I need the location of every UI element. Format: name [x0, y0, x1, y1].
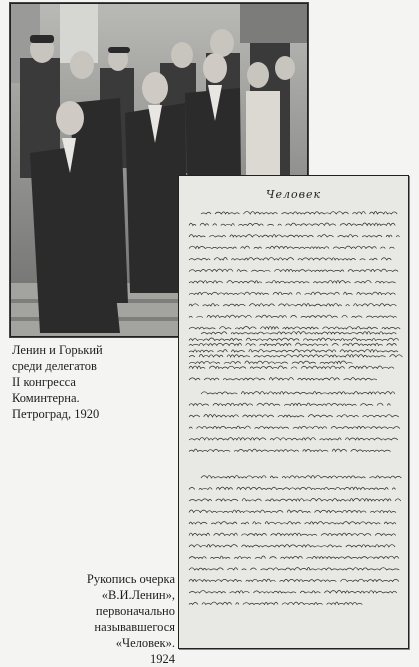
handwriting-line [189, 438, 398, 440]
manuscript-caption-line: называвшегося [94, 620, 175, 634]
handwriting-line [189, 355, 406, 358]
handwriting-line [189, 602, 366, 604]
handwriting-line [201, 476, 405, 478]
handwriting-line [189, 366, 394, 369]
handwriting-line [189, 315, 401, 317]
photo-caption [12, 342, 172, 422]
manuscript-page [178, 175, 409, 649]
photo-caption-line: Ленин и Горький [12, 343, 103, 357]
manuscript-caption-line: Рукопись очерка [86, 572, 175, 586]
manuscript-title: Человек [265, 188, 322, 201]
photo-caption-line: среди делегатов [12, 359, 97, 373]
handwriting-line [189, 343, 397, 346]
handwriting-line [189, 304, 396, 306]
handwriting-line [189, 510, 396, 513]
photo-caption-line: Петроград, 1920 [12, 407, 100, 421]
handwriting-line [189, 487, 396, 489]
handwriting-line [201, 212, 397, 215]
handwriting-line [189, 281, 396, 283]
handwriting-line [189, 449, 391, 451]
handwriting-line [189, 378, 381, 380]
handwriting-line [189, 556, 403, 559]
manuscript-handwriting [179, 176, 408, 648]
handwriting-line [189, 568, 403, 571]
handwriting-line [201, 392, 399, 394]
handwriting-line [189, 361, 353, 364]
handwriting-line [189, 533, 396, 535]
handwriting-line [189, 591, 397, 594]
handwriting-line [189, 403, 394, 405]
handwriting-line [189, 246, 398, 248]
handwriting-line [189, 545, 395, 548]
photo-caption-line: Коминтерна. [12, 391, 80, 405]
handwriting-line [189, 292, 399, 294]
handwriting-line [189, 223, 395, 226]
handwriting-line [189, 327, 400, 330]
handwriting-line [189, 415, 399, 418]
handwriting-line [189, 499, 401, 502]
handwriting-line [189, 269, 398, 271]
handwriting-line [189, 235, 400, 237]
photo-caption-line: II конгресса [12, 375, 76, 389]
manuscript-caption-line: первоначально [95, 604, 175, 618]
handwriting-line [189, 579, 399, 581]
handwriting-line [189, 350, 398, 352]
manuscript-caption-line: 1924 [150, 652, 175, 666]
manuscript-caption [15, 571, 175, 667]
handwriting-line [189, 426, 400, 428]
handwriting-line [189, 522, 396, 524]
handwriting-line [201, 332, 396, 334]
manuscript-caption-line: «В.И.Ленин», [101, 588, 175, 602]
manuscript-caption-line: «Человек». [115, 636, 175, 650]
handwriting-line [189, 258, 391, 261]
handwriting-line [189, 338, 399, 341]
